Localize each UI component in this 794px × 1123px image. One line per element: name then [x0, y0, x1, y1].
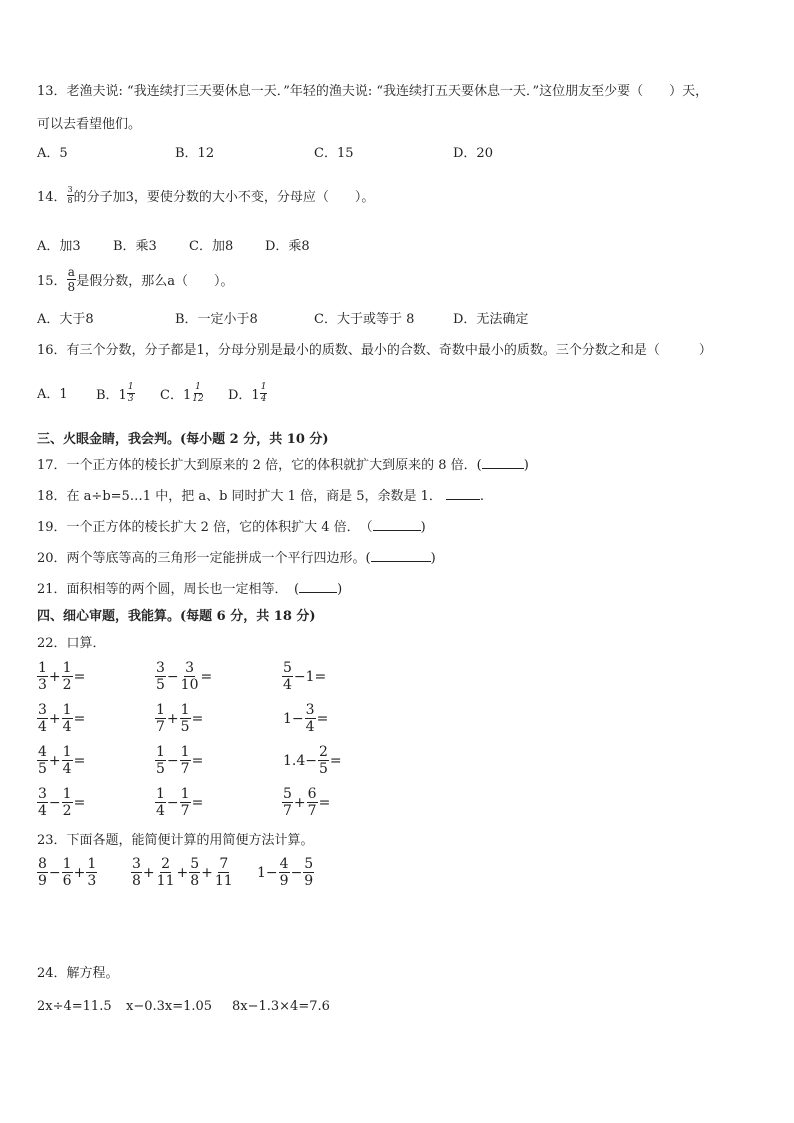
equals: = [73, 710, 86, 727]
q22-expr-1 [37, 661, 86, 692]
q22-expr-2 [155, 661, 213, 692]
q18-answer-blank[interactable] [446, 488, 480, 500]
operator: + [166, 710, 179, 727]
section-3-title: 三、火眼金睛，我会判。(每小题 2 分，共 10 分) [37, 432, 329, 447]
q14-option-c: C．加8 [189, 239, 234, 254]
q15-fraction-numerator: a [67, 265, 75, 279]
fraction [37, 787, 48, 818]
fraction [62, 857, 73, 888]
denominator: 9 [38, 873, 47, 889]
equals: = [200, 668, 213, 685]
numerator: 5 [283, 786, 292, 802]
denominator: 4 [38, 803, 47, 819]
fraction [62, 703, 73, 734]
operator: − [48, 794, 61, 811]
numerator: 1 [180, 744, 190, 760]
section-4-title: 四、细心审题，我能算。(每题 6 分，共 18 分) [37, 609, 316, 624]
equals: = [329, 752, 342, 769]
denominator: 9 [304, 873, 314, 889]
fraction [282, 787, 293, 818]
denominator: 4 [62, 761, 72, 777]
operator: + [176, 864, 189, 881]
q16-stem: 16．有三个分数，分子都是1，分母分别是最小的质数、最小的合数、奇数中最小的质数。三个分数之和是（ ） [37, 343, 712, 358]
q13-line1: 13．老渔夫说: “我连续打三天要休息一天．”年轻的渔夫说: “我连续打五天要休息一天．”这位朋友至少要（ ）天， [37, 84, 709, 99]
q16-option-c-numerator: 1 [195, 382, 201, 392]
denominator: 2 [62, 803, 72, 819]
q16-option-b-denominator: 3 [127, 394, 134, 404]
q16-option-d-numerator: 1 [260, 382, 267, 392]
q18-text: 18．在 a÷b=5…1 中，把 a、b 同时扩大 1 倍，商是 5，余数是 1． [37, 489, 442, 504]
denominator: 4 [38, 719, 47, 735]
numerator: 1 [156, 786, 165, 802]
operator: − [290, 864, 303, 881]
q22-expr-5 [155, 703, 204, 734]
fraction [37, 703, 48, 734]
q22-expr-9 [282, 745, 343, 776]
denominator: 3 [87, 873, 97, 889]
q17-text: 17．一个正方体的棱长扩大到原来的 2 倍，它的体积就扩大到原来的 8 倍．( [37, 458, 482, 473]
q20 [37, 550, 436, 568]
q14-text: 的分子加3，要使分数的大小不变，分母应（ ）。 [73, 190, 375, 205]
q22-expr-12 [282, 787, 331, 818]
denominator: 8 [132, 873, 141, 889]
numerator: 4 [279, 856, 289, 872]
q18 [37, 488, 484, 506]
fraction [37, 745, 48, 776]
q13-option-b: B．12 [175, 146, 215, 161]
q19-close-paren: ) [420, 520, 426, 535]
q16-option-d-fraction [260, 383, 268, 404]
q20-answer-blank[interactable] [371, 550, 431, 562]
q16-option-b-label: B．1 [96, 388, 127, 403]
numerator: 3 [132, 856, 141, 872]
denominator: 4 [156, 803, 165, 819]
q14-fraction [67, 186, 74, 205]
q16-option-d [228, 383, 267, 404]
q14-fraction-numerator: 3 [67, 185, 73, 194]
q14-option-d: D．乘8 [265, 239, 310, 254]
denominator: 4 [62, 719, 72, 735]
q15-text: 是假分数，那么a（ ）。 [76, 274, 234, 289]
q15-stem [37, 266, 233, 293]
denominator: 7 [283, 803, 292, 819]
fraction [62, 661, 73, 692]
q24-equation-3: 8x−1.3×4=7.6 [232, 999, 330, 1014]
q16-option-c-fraction [191, 383, 204, 404]
denominator: 5 [38, 761, 47, 777]
denominator: 7 [180, 761, 190, 777]
fraction [180, 745, 191, 776]
q17-answer-blank[interactable] [482, 457, 524, 469]
numerator: 6 [307, 786, 317, 802]
q17-close-paren: ) [523, 458, 529, 473]
numerator: 1 [180, 786, 190, 802]
numerator: 3 [38, 702, 47, 718]
numerator: 1 [62, 786, 72, 802]
numerator: 1 [62, 744, 72, 760]
operator: 1.4− [283, 752, 317, 769]
numerator: 3 [156, 660, 165, 676]
q16-option-c [160, 383, 205, 404]
fraction [155, 745, 166, 776]
q22-expr-6 [282, 703, 329, 734]
equals: = [318, 794, 331, 811]
q21-close-paren: ) [337, 582, 343, 597]
fraction [62, 787, 73, 818]
q16-option-b-fraction [127, 383, 135, 404]
numerator: 1 [87, 856, 97, 872]
q22-title: 22．口算． [37, 636, 106, 651]
numerator: 1 [38, 660, 47, 676]
fraction [180, 661, 200, 692]
numerator: 2 [319, 744, 328, 760]
operator: − [48, 864, 61, 881]
q22-expr-4 [37, 703, 86, 734]
numerator: 7 [219, 856, 229, 872]
equals: = [73, 668, 86, 685]
q24-equation-2: x−0.3x=1.05 [126, 999, 213, 1014]
denominator: 7 [156, 719, 165, 735]
q17 [37, 457, 529, 475]
q14-stem [37, 186, 374, 205]
numerator: 1 [62, 702, 72, 718]
operator: + [201, 864, 213, 881]
denominator: 5 [156, 677, 165, 693]
fraction [282, 661, 293, 692]
numerator: 3 [38, 786, 47, 802]
q14-number: 14． [37, 190, 67, 205]
denominator: 3 [38, 677, 47, 693]
q16-option-c-label: C．1 [160, 388, 192, 403]
numerator: 3 [305, 702, 315, 718]
q22-expr-8 [155, 745, 204, 776]
numerator: 8 [38, 856, 47, 872]
operator: + [48, 668, 61, 685]
operator: − [166, 794, 179, 811]
q19 [37, 519, 426, 537]
fraction [37, 661, 48, 692]
operator: − [166, 752, 179, 769]
operator: 1− [283, 710, 304, 727]
numerator: 1 [156, 702, 165, 718]
q15-number: 15． [37, 274, 67, 289]
q14-fraction-denominator: 8 [67, 196, 73, 205]
operator: + [293, 794, 306, 811]
q23-expr-3 [256, 857, 314, 888]
q22-expr-10 [37, 787, 86, 818]
fraction [156, 857, 176, 888]
fraction [155, 703, 166, 734]
q23-expr-1 [37, 857, 97, 888]
q21 [37, 581, 342, 599]
q16-option-d-label: D．1 [228, 388, 260, 403]
q13-option-d: D．20 [453, 146, 493, 161]
q22-expr-3 [282, 661, 327, 692]
equals: = [191, 794, 204, 811]
numerator: 1 [62, 856, 72, 872]
fraction [180, 703, 191, 734]
q16-option-b [96, 383, 135, 404]
fraction [305, 703, 316, 734]
q15-option-a: A．大于8 [37, 312, 94, 327]
numerator: 3 [185, 660, 195, 676]
numerator: 4 [38, 744, 47, 760]
fraction [62, 745, 73, 776]
denominator: 9 [279, 873, 289, 889]
fraction [214, 857, 234, 888]
fraction [318, 745, 329, 776]
q14-option-a: A．加3 [37, 239, 81, 254]
equals: = [316, 710, 329, 727]
equals: = [73, 794, 86, 811]
denominator: 5 [319, 761, 328, 777]
q15-option-c: C．大于或等于 8 [314, 312, 415, 327]
q19-text: 19．一个正方体的棱长扩大 2 倍，它的体积扩大 4 倍． （ [37, 520, 373, 535]
equals: = [191, 752, 204, 769]
q15-option-b: B．一定小于8 [175, 312, 258, 327]
q15-option-d: D．无法确定 [453, 312, 529, 327]
operator: 1− [257, 864, 278, 881]
numerator: 1 [156, 744, 165, 760]
denominator: 11 [156, 873, 175, 889]
fraction [37, 857, 48, 888]
denominator: 4 [283, 677, 292, 693]
operator: + [73, 864, 86, 881]
operator: − [166, 668, 179, 685]
q23-title: 23．下面各题，能简便计算的用简便方法计算。 [37, 833, 314, 848]
fraction [155, 787, 166, 818]
denominator: 5 [180, 719, 190, 735]
q20-close-paren: ) [430, 551, 436, 566]
q20-text: 20．两个等底等高的三角形一定能拼成一个平行四边形。( [37, 551, 371, 566]
fraction [279, 857, 290, 888]
q21-answer-blank[interactable] [299, 581, 337, 593]
fraction [155, 661, 166, 692]
denominator: 7 [180, 803, 190, 819]
numerator: 1 [180, 702, 190, 718]
q15-fraction [67, 266, 77, 293]
numerator: 5 [283, 660, 292, 676]
denominator: 4 [305, 719, 315, 735]
denominator: 10 [180, 677, 199, 693]
q15-fraction-denominator: 8 [67, 280, 76, 294]
equals: = [191, 710, 204, 727]
numerator: 1 [62, 660, 72, 676]
fraction [307, 787, 318, 818]
q13-option-c: C．15 [314, 146, 354, 161]
q24-title: 24．解方程。 [37, 966, 119, 981]
numerator: 5 [304, 856, 314, 872]
denominator: 7 [307, 803, 317, 819]
fraction [189, 857, 200, 888]
q19-answer-blank[interactable] [373, 519, 421, 531]
denominator: 2 [62, 677, 72, 693]
q16-option-c-denominator: 12 [192, 394, 204, 404]
operator: + [142, 864, 155, 881]
q23-expr-2 [131, 857, 234, 888]
denominator: 6 [62, 873, 72, 889]
q24-equation-1: 2x÷4=11.5 [37, 999, 112, 1014]
q16-option-a-text: A．1 [37, 387, 68, 402]
fraction [131, 857, 142, 888]
numerator: 5 [190, 856, 200, 872]
denominator: 8 [190, 873, 200, 889]
q14-option-b: B．乘3 [113, 239, 157, 254]
q13-option-a: A．5 [37, 146, 68, 161]
q22-expr-7 [37, 745, 86, 776]
operator: + [48, 710, 61, 727]
operator: + [48, 752, 61, 769]
denominator: 5 [156, 761, 165, 777]
q21-text: 21．面积相等的两个圆，周长也一定相等． ( [37, 582, 300, 597]
equals: = [73, 752, 86, 769]
operator: −1= [293, 668, 327, 685]
q18-end: . [479, 489, 485, 504]
numerator: 2 [161, 856, 171, 872]
q16-option-b-numerator: 1 [127, 382, 134, 392]
fraction [86, 857, 97, 888]
q16-option-a [37, 383, 68, 402]
q22-expr-11 [155, 787, 204, 818]
fraction [303, 857, 314, 888]
fraction [180, 787, 191, 818]
q16-option-d-denominator: 4 [260, 394, 267, 404]
denominator: 11 [214, 873, 233, 889]
q13-line2: 可以去看望他们。 [37, 117, 142, 132]
